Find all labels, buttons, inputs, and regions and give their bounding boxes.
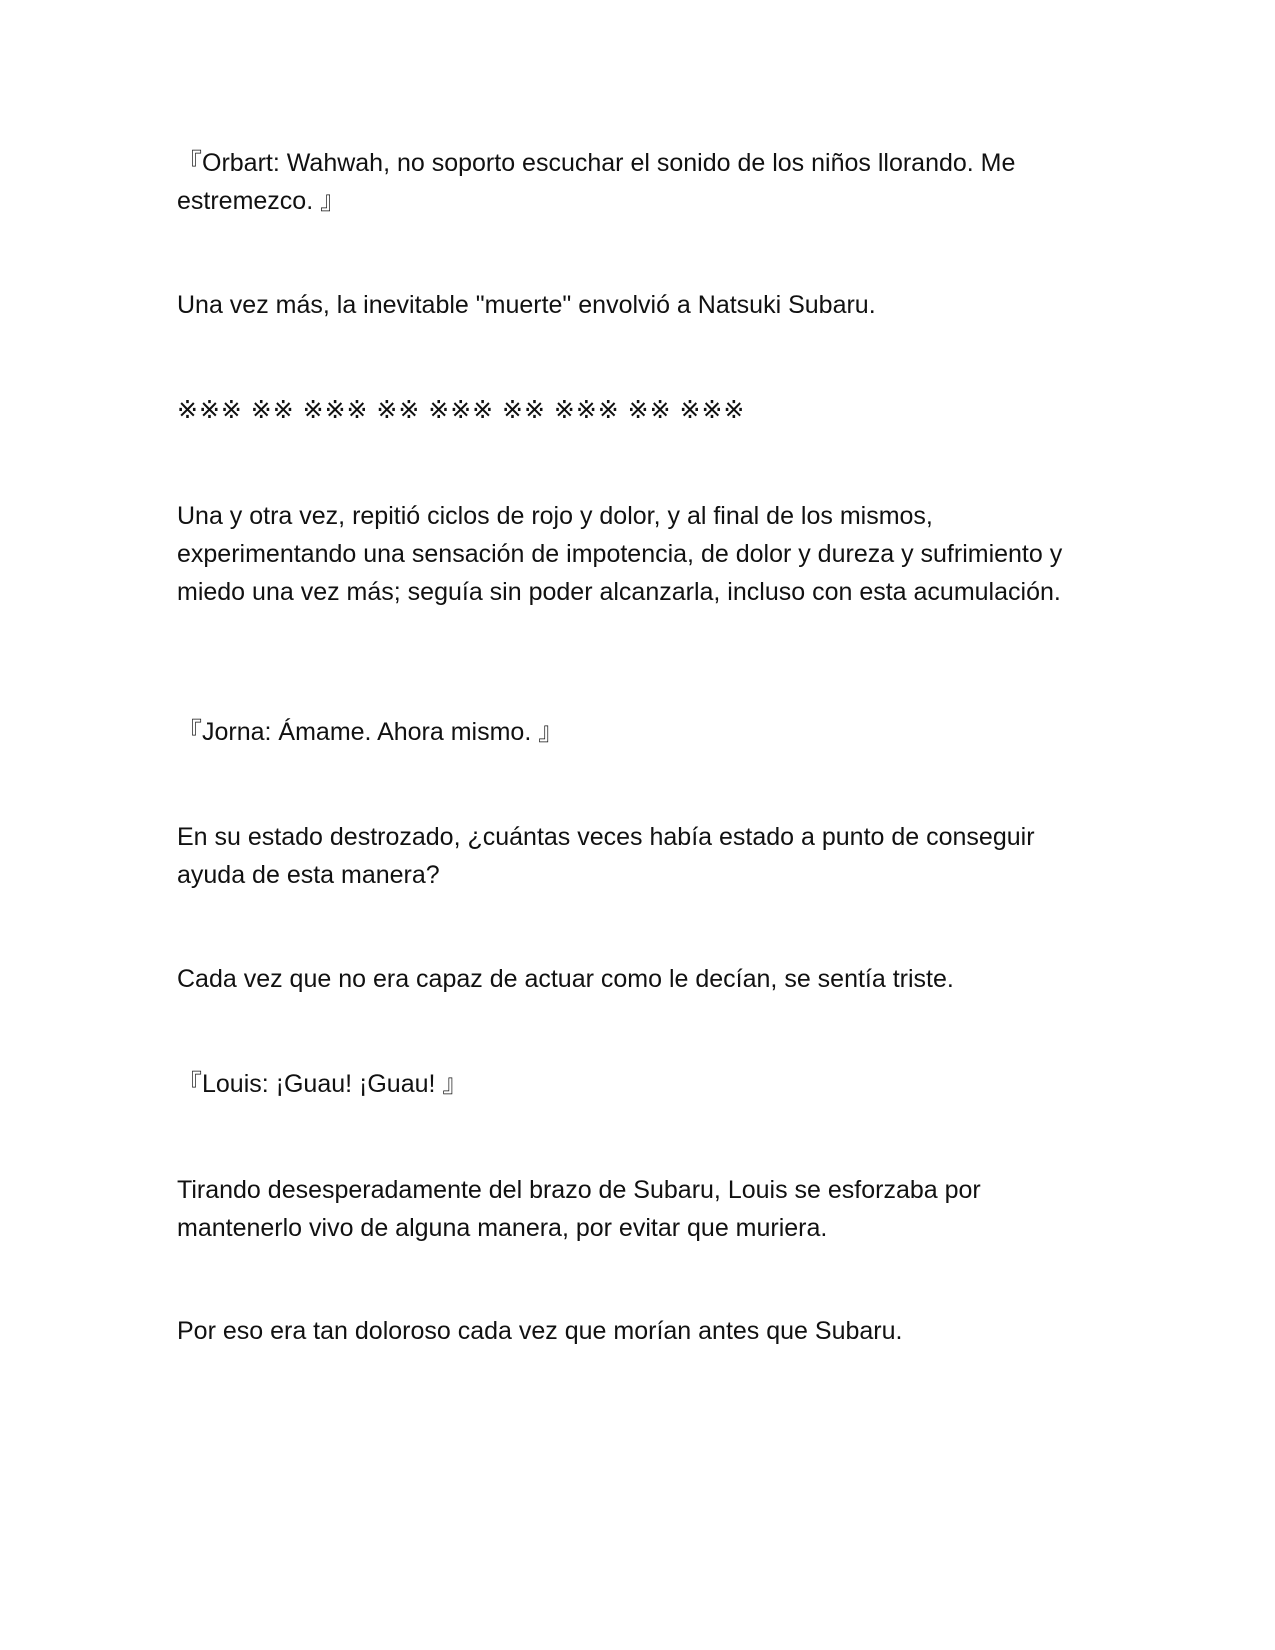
paragraph-louis-dialogue: 『Louis: ¡Guau! ¡Guau! 』 [177, 1070, 468, 1098]
paragraph-orbart-dialogue: 『Orbart: Wahwah, no soporto escuchar el sonido de los niños llorando. Me estremezco. 』 [177, 149, 1023, 215]
paragraph-narration-cycles: Una y otra vez, repitió ciclos de rojo y dolor, y al final de los mismos, experimentando una sensación de impotencia, de dolor y dureza y sufrimiento y miedo una vez más; seguía sin poder alcanzarla, incluso con esta acumulación. [177, 502, 1070, 606]
paragraph-narration-painful: Por eso era tan doloroso cada vez que morían antes que Subaru. [177, 1317, 903, 1345]
paragraph-jorna-dialogue: 『Jorna: Ámame. Ahora mismo. 』 [177, 718, 564, 746]
scene-separator: ※※※ ※※ ※※※ ※※ ※※※ ※※ ※※※ ※※ ※※※ [177, 396, 746, 424]
paragraph-narration-louis: Tirando desesperadamente del brazo de Subaru, Louis se esforzaba por mantenerlo vivo de alguna manera, por evitar que muriera. [177, 1176, 988, 1242]
paragraph-narration-help: En su estado destrozado, ¿cuántas veces había estado a punto de conseguir ayuda de esta manera? [177, 823, 1042, 889]
paragraph-narration-sad: Cada vez que no era capaz de actuar como le decían, se sentía triste. [177, 965, 954, 993]
paragraph-narration-death: Una vez más, la inevitable "muerte" envolvió a Natsuki Subaru. [177, 291, 876, 319]
